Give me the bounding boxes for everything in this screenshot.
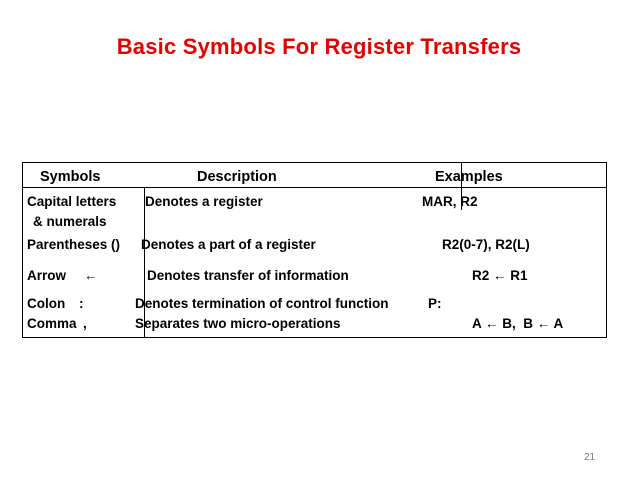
row-2-symbol: Parentheses () [27,237,121,252]
row-5-example: A ← B, B ← A [472,316,564,331]
header-examples: Examples [435,169,503,185]
row-3-description: Denotes transfer of information [147,268,349,283]
row-2-description: Denotes a part of a register [141,237,316,252]
row-4-description: Denotes termination of control function [135,296,389,311]
row-1-example: MAR, R2 [422,194,478,209]
row-1-symbol: Capital letters [27,194,117,209]
row-2-example: R2(0-7), R2(L) [442,237,530,252]
row-4-glyph: : [79,296,84,311]
header-divider [22,187,607,188]
row-5-symbol: Comma [27,316,77,331]
header-description: Description [197,169,277,185]
row-1-symbol-line2: & numerals [33,214,107,229]
row-5-description: Separates two micro-operations [135,316,341,331]
row-5-glyph: , [83,316,87,331]
header-symbols: Symbols [40,169,101,185]
page-number: 21 [584,452,596,463]
row-3-symbol: Arrow [27,268,67,283]
row-4-symbol: Colon [27,296,66,311]
row-4-example: P: [428,296,442,311]
row-3-example: R2 ← R1 [472,268,528,283]
slide-title: Basic Symbols For Register Transfers [116,34,522,59]
row-1-description: Denotes a register [145,194,263,209]
row-3-arrow-icon: ← [84,268,98,283]
